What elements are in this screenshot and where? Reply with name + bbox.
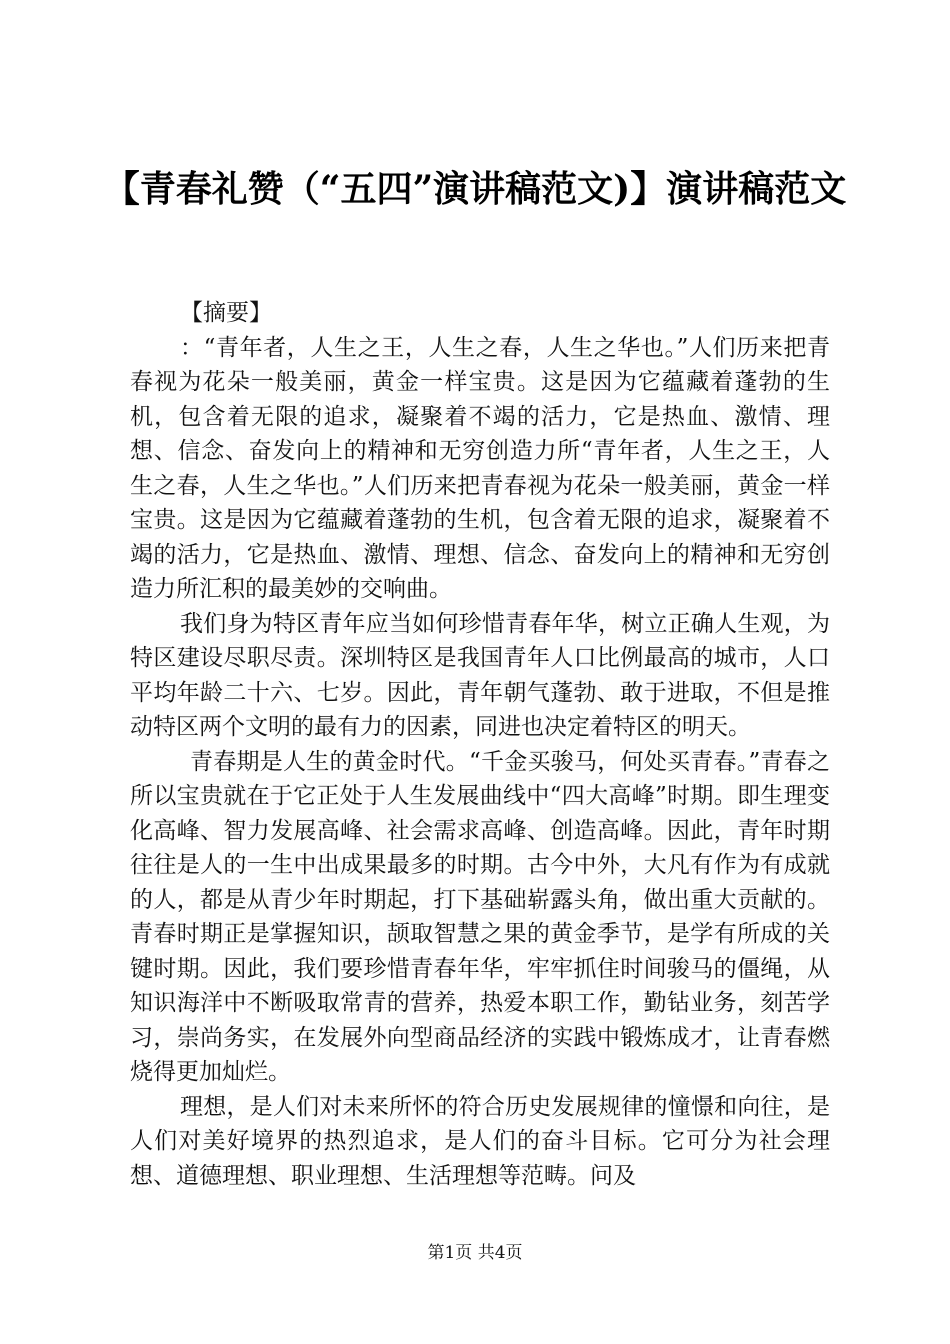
paragraph-4: 理想，是人们对未来所怀的符合历史发展规律的憧憬和向往，是人们对美好境界的热烈追求，是人们的奋斗目标。它可分为社会理想、道德理想、职业理想、生活理想等范畴。问及 — [130, 1093, 830, 1189]
paragraph-2: 我们身为特区青年应当如何珍惜青春年华，树立正确人生观，为特区建设尽职尽责。深圳特区是我国青年人口比例最高的城市，人口平均年龄二十六、七岁。因此，青年朝气蓬勃、敢于进取，不但是推动特区两个文明的最有力的因素，同进也决定着特区的明天。 — [130, 610, 830, 740]
document-title: 【青春礼赞（“五四”演讲稿范文)】演讲稿范文 — [103, 168, 847, 210]
paragraph-3: 青春期是人生的黄金时代。“千金买骏马，何处买青春。”青春之所以宝贵就在于它正处于人生发展曲线中“四大高峰”时期。即生理变化高峰、智力发展高峰、社会需求高峰、创造高峰。因此，青年时期往往是人的一生中出成果最多的时期。古今中外，大凡有作为有成就的人，都是从青少年时期起，打下基础崭露头角，做出重大贡献的。青春时期正是掌握知识，颉取智慧之果的黄金季节，是学有所成的关键时期。因此，我们要珍惜青春年华，牢牢抓住时间骏马的僵绳，从知识海洋中不断吸取常青的营养，热爱本职工作，勤钻业务，刻苦学习，崇尚务实，在发展外向型商品经济的实践中锻炼成才，让青春燃烧得更加灿烂。 — [130, 748, 830, 1085]
abstract-label: 【摘要】 — [180, 300, 272, 326]
page-footer: 第1页 共4页 — [427, 1243, 523, 1263]
document-body — [130, 296, 830, 1193]
paragraph-1: ：“青年者，人生之王，人生之春，人生之华也。”人们历来把青春视为花朵一般美丽，黄金一样宝贵。这是因为它蕴藏着蓬勃的生机，包含着无限的追求，凝聚着不竭的活力，它是热血、激情、理想、信念、奋发向上的精神和无穷创造力所“青年者，人生之王，人生之春，人生之华也。”人们历来把青春视为花朵一般美丽，黄金一样宝贵。这是因为它蕴藏着蓬勃的生机，包含着无限的追求，凝聚着不竭的活力，它是热血、激情、理想、信念、奋发向上的精神和无穷创造力所汇积的最美妙的交响曲。 — [130, 334, 830, 602]
